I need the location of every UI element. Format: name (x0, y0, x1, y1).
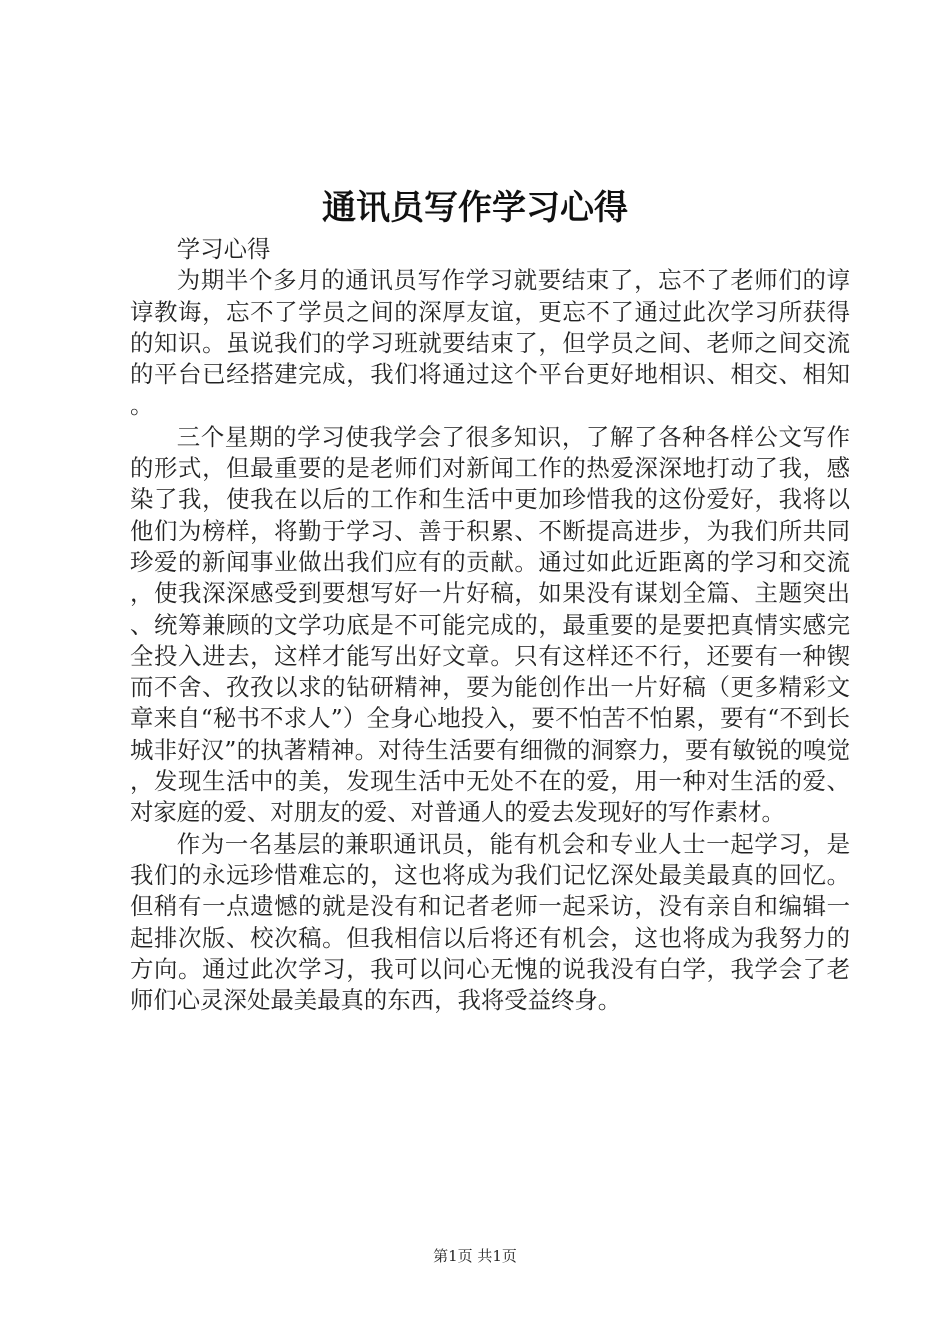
section-heading: 学习心得 (176, 235, 271, 263)
paragraph: 作为一名基层的兼职通讯员，能有机会和专业人士一起学习，是我们的永远珍惜难忘的，这也将成为我们记忆深处最美最真的回忆。但稍有一点遗憾的就是没有和记者老师一起采访，没有亲自和编辑一起排次版、校次稿。但我相信以后将还有机会，这也将成为我努力的方向。通过此次学习，我可以问心无愧的说我没有白学，我学会了老师们心灵深处最美最真的东西，我将受益终身。 (130, 829, 850, 1015)
document-title: 通讯员写作学习心得 (322, 188, 628, 228)
document-body (130, 234, 850, 1016)
paragraph: 为期半个多月的通讯员写作学习就要结束了，忘不了老师们的谆谆教诲，忘不了学员之间的深厚友谊，更忘不了通过此次学习所获得的知识。虽说我们的学习班就要结束了，但学员之间、老师之间交流的平台已经搭建完成，我们将通过这个平台更好地相识、相交、相知。 (130, 266, 850, 420)
page-footer: 第1页 共1页 (433, 1247, 517, 1265)
paragraph: 三个星期的学习使我学会了很多知识，了解了各种各样公文写作的形式，但最重要的是老师们对新闻工作的热爱深深地打动了我，感染了我，使我在以后的工作和生活中更加珍惜我的这份爱好，我将以他们为榜样，将勤于学习、善于积累、不断提高进步，为我们所共同珍爱的新闻事业做出我们应有的贡献。通过如此近距离的学习和交流，使我深深感受到要想写好一片好稿，如果没有谋划全篇、主题突出、统筹兼顾的文学功底是不可能完成的，最重要的是要把真情实感完全投入进去，这样才能写出好文章。只有这样还不行，还要有一种锲而不舍、孜孜以求的钻研精神，要为能创作出一片好稿（更多精彩文章来自“秘书不求人”）全身心地投入，要不怕苦不怕累，要有“不到长城非好汉”的执著精神。对待生活要有细微的洞察力，要有敏锐的嗅觉，发现生活中的美，发现生活中无处不在的爱，用一种对生活的爱、对家庭的爱、对朋友的爱、对普通人的爱去发现好的写作素材。 (130, 422, 850, 827)
